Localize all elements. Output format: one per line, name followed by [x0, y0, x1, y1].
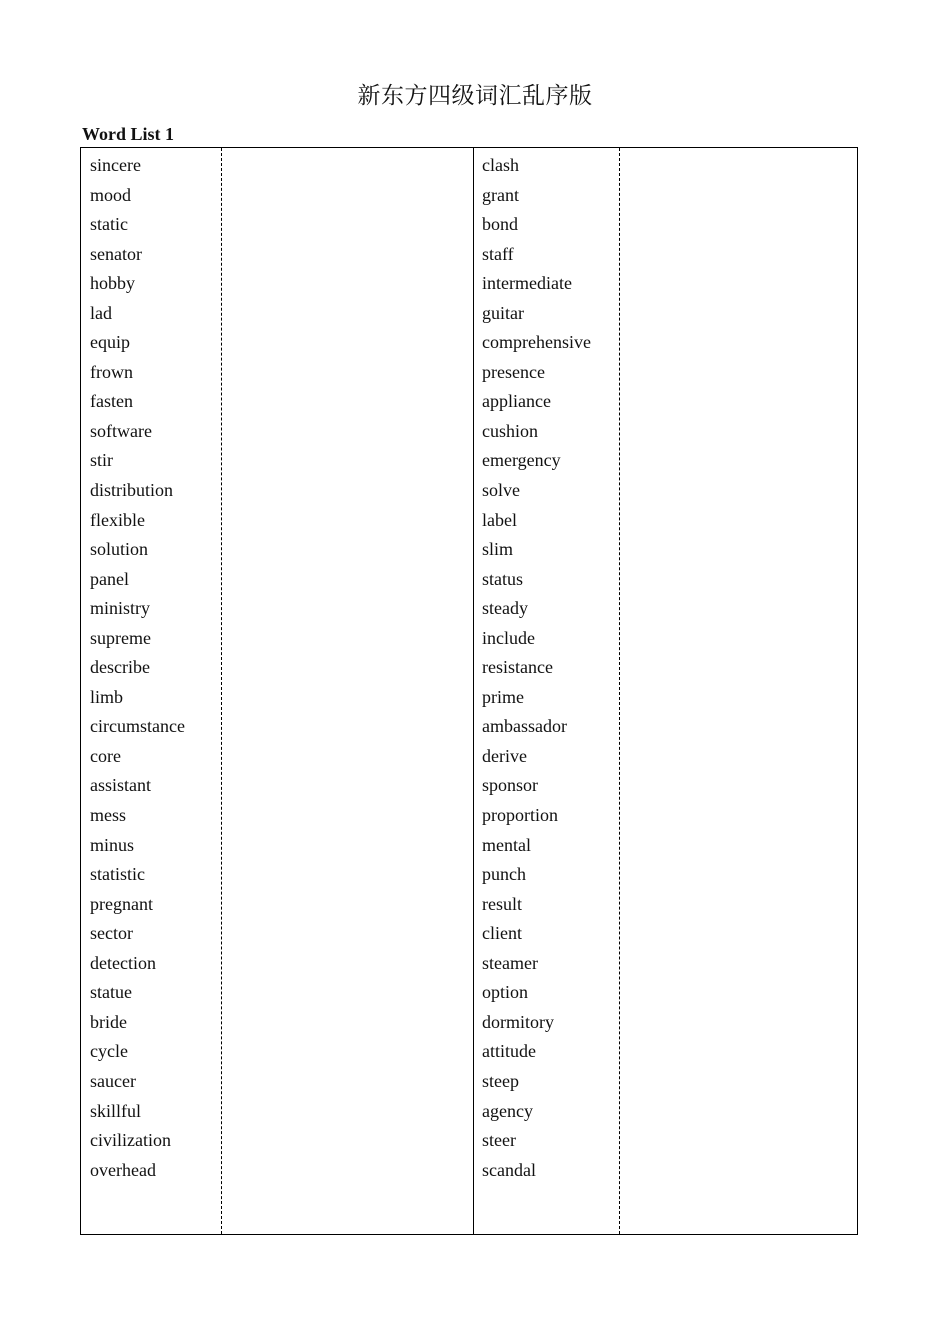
document-title: 新东方四级词汇乱序版 — [357, 83, 593, 109]
word-item: supreme — [90, 627, 151, 648]
word-item: static — [90, 214, 128, 235]
word-item: solution — [90, 539, 149, 560]
word-item: proportion — [482, 805, 558, 826]
word-item: dormitory — [482, 1011, 554, 1032]
word-item: statistic — [90, 864, 145, 885]
right-word-column — [473, 148, 619, 1234]
word-item: saucer — [90, 1070, 136, 1091]
word-item: slim — [482, 539, 514, 560]
word-item: cycle — [90, 1041, 128, 1062]
word-item: guitar — [482, 302, 524, 323]
word-item: flexible — [90, 509, 145, 530]
word-item: scandal — [482, 1159, 536, 1180]
word-item: pregnant — [90, 893, 153, 914]
left-word-column — [81, 148, 221, 1234]
word-item: circumstance — [90, 716, 185, 737]
word-item: steep — [482, 1070, 519, 1091]
word-item: result — [482, 893, 522, 914]
word-item: fasten — [90, 391, 133, 412]
word-item: skillful — [90, 1100, 142, 1121]
word-item: ambassador — [482, 716, 567, 737]
word-item: presence — [482, 361, 545, 382]
word-item: minus — [90, 834, 135, 855]
word-item: prime — [482, 686, 524, 707]
word-item: software — [90, 420, 152, 441]
word-item: steady — [482, 598, 528, 619]
word-item: steer — [482, 1130, 516, 1151]
word-item: describe — [90, 657, 150, 678]
word-item: limb — [90, 686, 124, 707]
word-item: client — [482, 923, 522, 944]
word-item: steamer — [482, 952, 538, 973]
word-item: emergency — [482, 450, 561, 471]
word-item: resistance — [482, 657, 553, 678]
word-item: grant — [482, 184, 519, 205]
right-word-list — [474, 148, 619, 1185]
word-item: stir — [90, 450, 114, 471]
left-blank-column — [221, 148, 473, 1234]
word-item: derive — [482, 745, 527, 766]
word-item: punch — [482, 864, 526, 885]
word-item: senator — [90, 243, 142, 264]
vocabulary-table — [80, 147, 858, 1235]
word-item: lad — [90, 302, 112, 323]
word-item: agency — [482, 1100, 533, 1121]
word-item: appliance — [482, 391, 551, 412]
word-item: distribution — [90, 480, 174, 501]
word-item: intermediate — [482, 273, 572, 294]
right-blank-column — [619, 148, 859, 1234]
word-item: equip — [90, 332, 130, 353]
word-item: include — [482, 627, 535, 648]
word-item: attitude — [482, 1041, 536, 1062]
word-item: status — [482, 568, 524, 589]
word-item: panel — [90, 568, 129, 589]
word-item: assistant — [90, 775, 151, 796]
word-item: mood — [90, 184, 132, 205]
word-item: sponsor — [482, 775, 539, 796]
word-item: bond — [482, 214, 518, 235]
word-item: core — [90, 745, 121, 766]
word-item: cushion — [482, 420, 538, 441]
word-item: hobby — [90, 273, 135, 294]
word-item: clash — [482, 155, 519, 175]
word-item: ministry — [90, 598, 151, 619]
word-item: detection — [90, 952, 156, 973]
word-item: frown — [90, 361, 133, 382]
word-item: mental — [482, 834, 531, 855]
word-item: mess — [90, 805, 126, 826]
word-item: bride — [90, 1011, 127, 1032]
word-list-heading: Word List 1 — [82, 124, 175, 144]
word-item: option — [482, 982, 529, 1003]
word-item: civilization — [90, 1130, 171, 1151]
word-item: solve — [482, 480, 520, 501]
word-item: comprehensive — [482, 332, 591, 353]
left-word-list — [81, 148, 221, 1185]
word-item: overhead — [90, 1159, 156, 1180]
word-item: statue — [90, 982, 132, 1003]
word-item: staff — [482, 243, 514, 264]
word-item: label — [482, 509, 517, 530]
word-item: sector — [90, 923, 133, 944]
word-item: sincere — [90, 155, 141, 175]
